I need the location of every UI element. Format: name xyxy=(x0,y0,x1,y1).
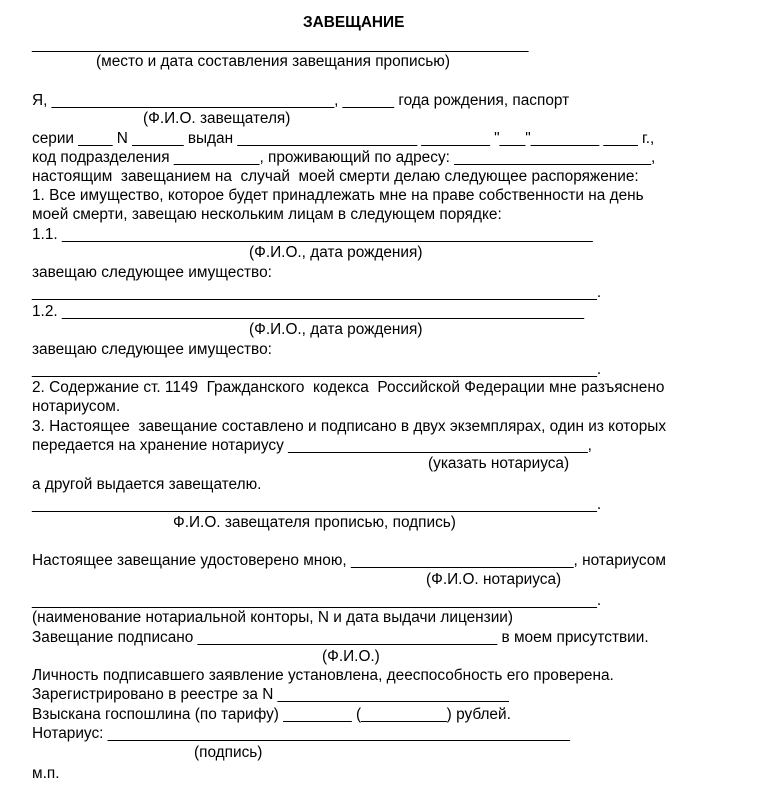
notary-office-line: __________________________________________________________________. xyxy=(32,592,602,609)
heir-2-property-label: завещаю следующее имущество: xyxy=(32,341,272,358)
heir-1-property-line: __________________________________________________________________. xyxy=(32,284,602,301)
heir-1-line: 1.1. ______________________________________________________________ xyxy=(32,226,593,243)
clause-3-line-2: передается на хранение нотариусу ___________________________________, xyxy=(32,437,592,454)
address-line: код подразделения __________, проживающий по адресу: _______________________, xyxy=(32,149,656,166)
clause-2-line-2: нотариусом. xyxy=(32,398,121,415)
place-date-line: __________________________________________________________ xyxy=(32,36,529,53)
registry-line: Зарегистрировано в реестре за N ___________________________ xyxy=(32,686,509,703)
testator-caption: (Ф.И.О. завещателя) xyxy=(143,110,291,127)
heir-1-caption: (Ф.И.О., дата рождения) xyxy=(249,244,423,261)
seal-mark: м.п. xyxy=(32,765,60,782)
testator-line: Я, _________________________________, ______ года рождения, паспорт xyxy=(32,92,570,109)
notary-signature-line: Нотариус: ______________________________________________________ xyxy=(32,725,570,742)
testator-signature-line: __________________________________________________________________. xyxy=(32,496,602,513)
passport-line: серии ____ N ______ выдан _____________________ ________ "___"________ ____ г., xyxy=(32,130,655,147)
heir-1-property-label: завещаю следующее имущество: xyxy=(32,264,272,281)
clause-1-line-2: моей смерти, завещаю нескольким лицам в следующем порядке: xyxy=(32,206,502,223)
notary-signature-caption: (подпись) xyxy=(194,744,263,761)
notary-name-caption: (Ф.И.О. нотариуса) xyxy=(426,571,562,588)
disposition-line: настоящим завещанием на случай моей смерти делаю следующее распоряжение: xyxy=(32,168,639,185)
notary-office-caption: (наименование нотариальной конторы, N и дата выдачи лицензии) xyxy=(32,609,514,626)
signed-caption: (Ф.И.О.) xyxy=(322,648,380,665)
signed-line: Завещание подписано ___________________________________ в моем присутствии. xyxy=(32,629,649,646)
fee-line: Взыскана госпошлина (по тарифу) ________ (__________) рублей. xyxy=(32,706,511,723)
clause-2-line-1: 2. Содержание ст. 1149 Гражданского кодекса Российской Федерации мне разъяснено xyxy=(32,379,665,396)
identity-line: Личность подписавшего заявление установлена, дееспособность его проверена. xyxy=(32,667,614,684)
document-title: ЗАВЕЩАНИЕ xyxy=(303,14,405,31)
heir-2-property-line: __________________________________________________________________. xyxy=(32,361,602,378)
clause-1-line-1: 1. Все имущество, которое будет принадлежать мне на праве собственности на день xyxy=(32,187,644,204)
clause-3-line-1: 3. Настоящее завещание составлено и подписано в двух экземплярах, один из которых xyxy=(32,418,667,435)
testator-signature-caption: Ф.И.О. завещателя прописью, подпись) xyxy=(173,514,456,531)
clause-3-line-3: а другой выдается завещателю. xyxy=(32,476,262,493)
place-date-caption: (место и дата составления завещания прописью) xyxy=(96,53,450,70)
certification-line: Настоящее завещание удостоверено мною, __________________________, нотариусом xyxy=(32,552,666,569)
notary-caption: (указать нотариуса) xyxy=(428,455,570,472)
heir-2-line: 1.2. _____________________________________________________________ xyxy=(32,303,585,320)
heir-2-caption: (Ф.И.О., дата рождения) xyxy=(249,321,423,338)
